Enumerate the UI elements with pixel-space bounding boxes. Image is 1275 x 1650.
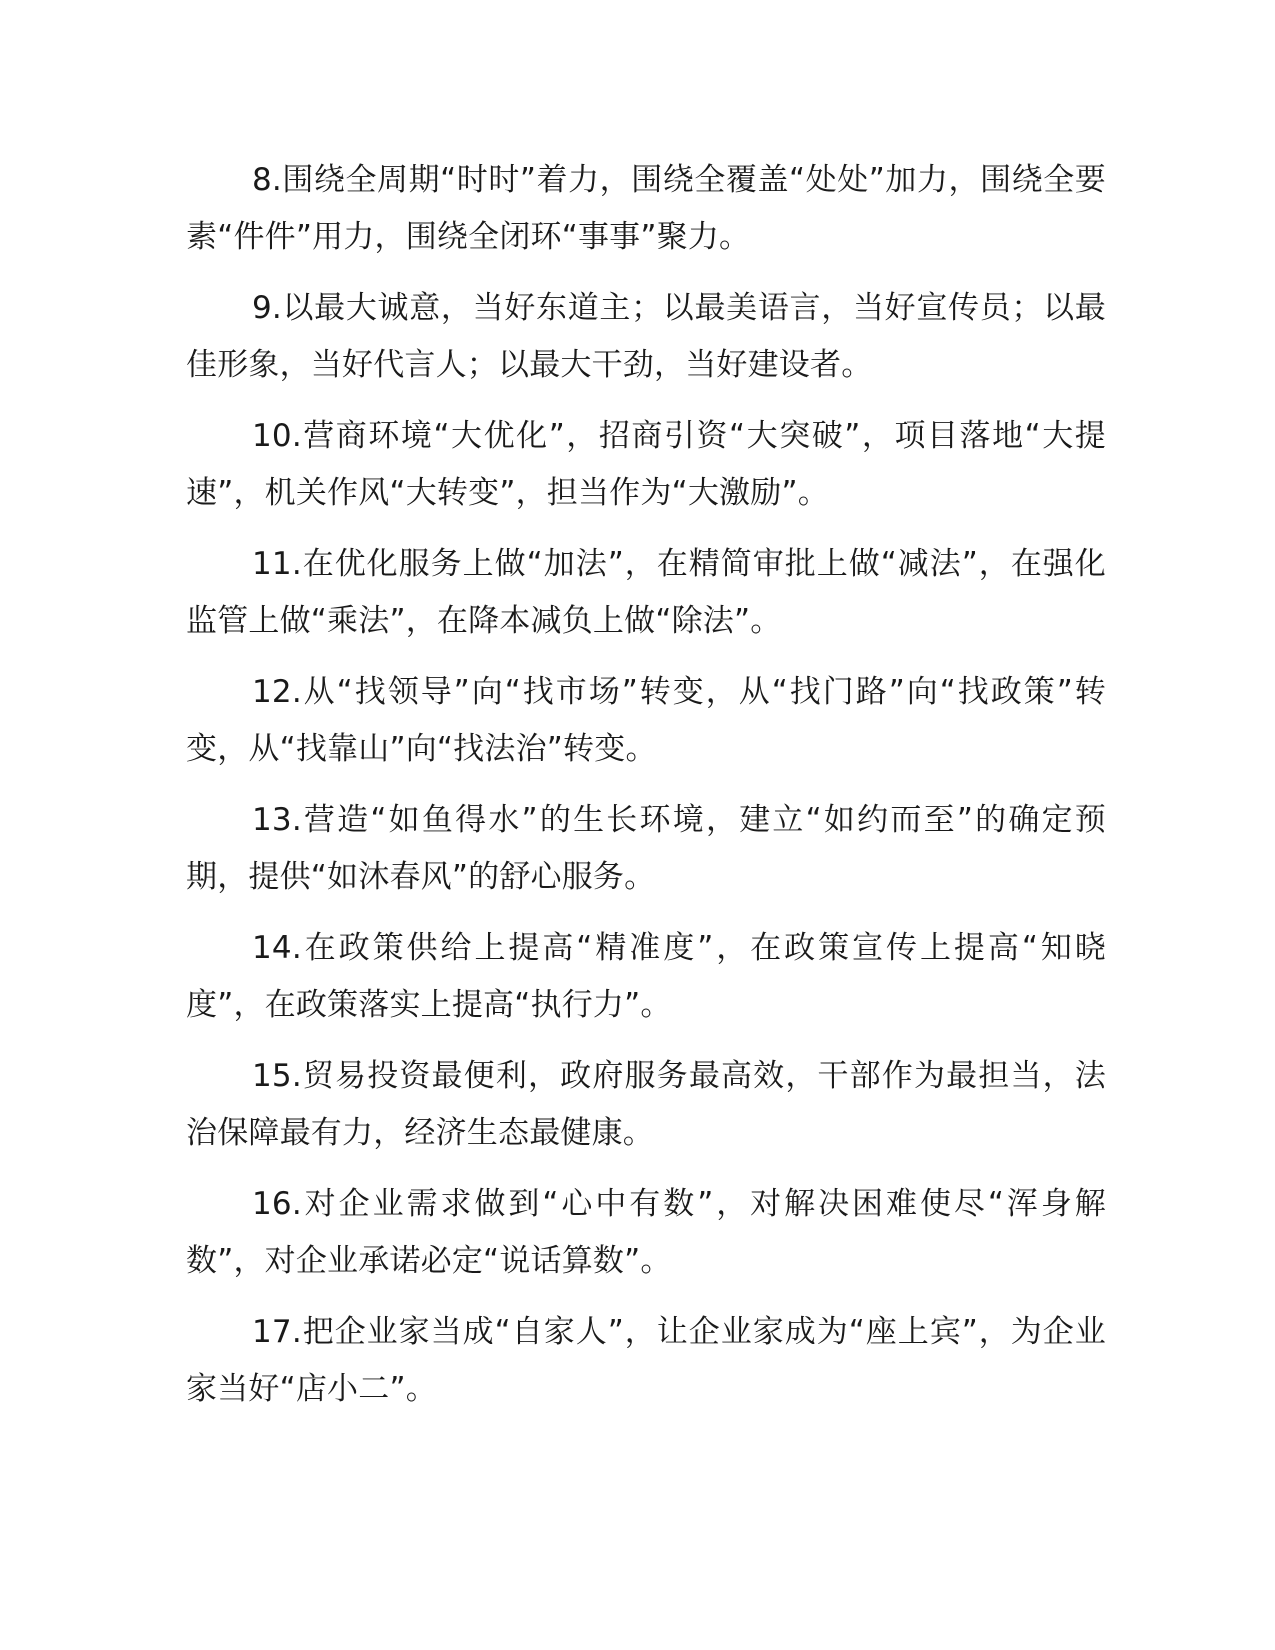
paragraph-13: 13.营造“如鱼得水”的生长环境，建立“如约而至”的确定预期，提供“如沐春风”的舒心服务。 (186, 802, 1106, 895)
paragraph-8: 8.围绕全周期“时时”着力，围绕全覆盖“处处”加力，围绕全要素“件件”用力，围绕全闭环“事事”聚力。 (186, 162, 1106, 255)
paragraph-17: 17.把企业家当成“自家人”，让企业家成为“座上宾”，为企业家当好“店小二”。 (186, 1314, 1106, 1407)
paragraph-10: 10.营商环境“大优化”，招商引资“大突破”，项目落地“大提速”，机关作风“大转变”，担当作为“大激励”。 (186, 418, 1106, 511)
paragraph-11: 11.在优化服务上做“加法”，在精简审批上做“减法”，在强化监管上做“乘法”，在降本减负上做“除法”。 (186, 546, 1106, 639)
paragraph-16: 16.对企业需求做到“心中有数”，对解决困难使尽“浑身解数”，对企业承诺必定“说话算数”。 (186, 1186, 1106, 1279)
paragraph-9: 9.以最大诚意，当好东道主；以最美语言，当好宣传员；以最佳形象，当好代言人；以最大干劲，当好建设者。 (186, 290, 1106, 383)
paragraph-14: 14.在政策供给上提高“精准度”，在政策宣传上提高“知晓度”，在政策落实上提高“执行力”。 (186, 930, 1106, 1023)
paragraph-15: 15.贸易投资最便利，政府服务最高效，干部作为最担当，法治保障最有力，经济生态最健康。 (186, 1058, 1106, 1151)
paragraph-12: 12.从“找领导”向“找市场”转变，从“找门路”向“找政策”转变，从“找靠山”向“找法治”转变。 (186, 674, 1106, 767)
document-body (186, 152, 1106, 1432)
